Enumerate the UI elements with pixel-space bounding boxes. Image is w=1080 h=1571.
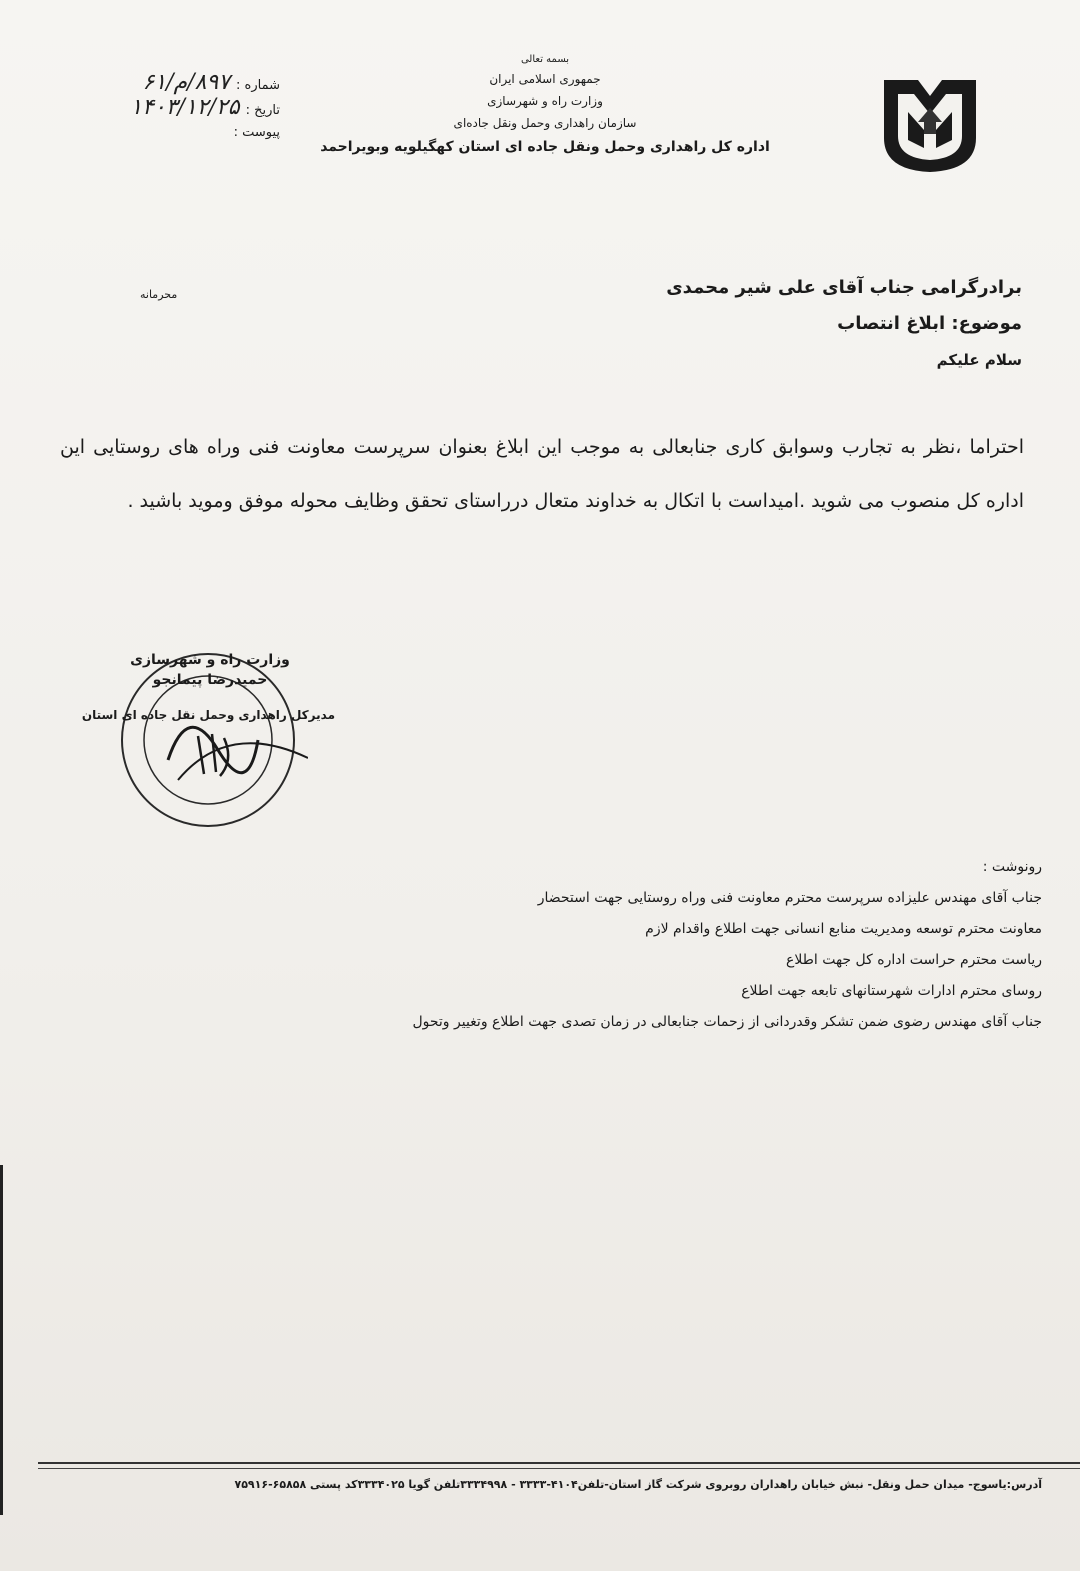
office-name: اداره کل راهداری وحمل ونقل جاده ای استان کهگیلویه وبویراحمد <box>320 139 770 155</box>
scan-edge-mark <box>0 1165 3 1515</box>
classification-label: محرمانه <box>140 288 178 301</box>
cc-item: روسای محترم ادارات شهرستانهای تابعه جهت اطلاع <box>741 983 1042 999</box>
letterhead <box>280 52 810 160</box>
stamp-text <box>120 650 300 690</box>
cc-item: جناب آقای مهندس رضوی ضمن تشکر وقدردانی از زحمات جنابعالی در زمان تصدی جهت اطلاع وتغییر وتحول <box>412 1014 1042 1030</box>
attachment-label: پیوست : <box>233 125 280 140</box>
cc-item: معاونت محترم توسعه ومدیریت منابع انسانی جهت اطلاع واقدام لازم <box>645 921 1042 937</box>
number-label: شماره : <box>236 78 280 93</box>
letter-body: احتراما ،نظر به تجارب وسوابق کاری جنابعالی به موجب این ابلاغ بعنوان سرپرست معاونت فنی وراه های روستایی این اداره کل منصوب می شوید .امیداست با اتکال به خداوند متعال درراستای تحقق وظایف محوله موفق وموید باشید . <box>60 436 1024 512</box>
recipient-line: برادرگرامی جناب آقای علی شیر محمدی <box>666 277 1022 298</box>
cc-block <box>162 852 1042 1038</box>
letter-number-row <box>100 72 280 97</box>
cc-item: ریاست محترم حراست اداره کل جهت اطلاع <box>786 952 1042 968</box>
organization-name: سازمان راهداری وحمل ونقل جاده‌ای <box>453 116 637 130</box>
date-label: تاریخ : <box>245 103 280 118</box>
signer-title: مدیرکل راهداری وحمل نقل جاده ای استان <box>81 708 335 722</box>
stamp-signer: حمیدرضا پیمانجو <box>152 672 268 688</box>
ministry-name: وزارت راه و شهرسازی <box>487 94 603 108</box>
letter-meta <box>100 72 280 144</box>
footer-divider-thin <box>38 1468 1080 1469</box>
road-maintenance-logo-icon <box>878 72 982 176</box>
attachment-row <box>100 122 280 144</box>
cc-title: رونوشت : <box>982 859 1042 875</box>
date-value: ۱۴۰۳/۱۲/۲۵ <box>130 95 240 120</box>
letter-date-row <box>100 97 280 122</box>
footer-address: آدرس:یاسوج- میدان حمل ونقل- نبش خیابان راهداران روبروی شرکت گاز استان-تلفن۴۱۰۴-۳۳۳۳ - ۳۳۳۴۹۹۸تلفن گویا ۳۳۳۴۰۲۵کد پستی ۶۵۸۵۸-۷۵۹۱۶ <box>234 1478 1042 1491</box>
republic-name: جمهوری اسلامی ایران <box>489 72 601 86</box>
subject-line: موضوع: ابلاغ انتصاب <box>837 313 1022 334</box>
cc-item: جناب آقای مهندس علیزاده سرپرست محترم معاونت فنی وراه روستایی جهت استحضار <box>537 890 1042 906</box>
footer-divider <box>38 1462 1080 1464</box>
bismillah: بسمه تعالی <box>520 54 570 65</box>
number-value: ۸۹۷/م/۶۱ <box>142 70 231 95</box>
greeting-line: سلام علیکم <box>936 351 1022 369</box>
stamp-ministry: وزارت راه و شهرسازی <box>130 652 290 668</box>
addressee-block <box>422 270 1022 378</box>
